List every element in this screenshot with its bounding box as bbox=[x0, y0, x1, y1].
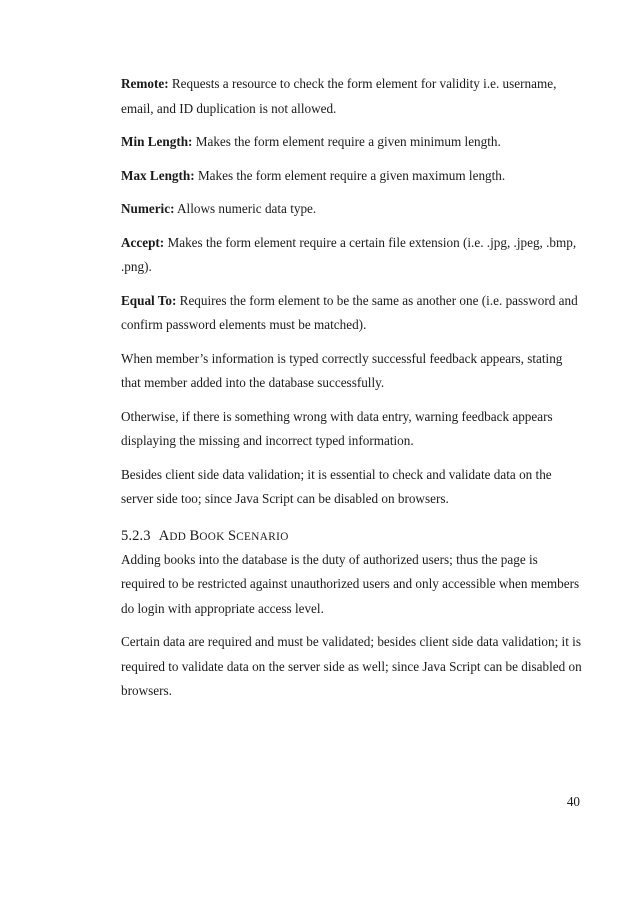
rule-description: Requires the form element to be the same as another one (i.e. password and confirm password elements must be matched). bbox=[121, 292, 578, 332]
rule-description: Makes the form element require a given minimum length. bbox=[192, 134, 501, 149]
rule-term: Remote: bbox=[121, 76, 169, 91]
rule-description: Requests a resource to check the form element for validity i.e. username, email, and ID duplication is not allowed. bbox=[121, 76, 557, 116]
section-title-part: A bbox=[158, 527, 170, 544]
section-title-part: DD bbox=[169, 530, 190, 543]
paragraph-add-book-validation: Certain data are required and must be validated; besides client side data validation; it is required to validate data on the server side as well; since Java Script can be disabled on browsers. bbox=[121, 634, 582, 698]
rule-term: Max Length: bbox=[121, 167, 195, 183]
paragraph-success-feedback: When member’s information is typed correctly successful feedback appears, stating that member added into the database successfully. bbox=[121, 350, 563, 390]
page-body bbox=[121, 72, 583, 713]
page-number: 40 bbox=[566, 794, 580, 809]
rule-accept bbox=[121, 231, 583, 280]
paragraph-server-validation: Besides client side data validation; it is essential to check and validate data on the server side too; since Java Script can be disabled on browsers. bbox=[121, 466, 552, 506]
section-title-part: B bbox=[189, 527, 200, 544]
section-title-part: OOK bbox=[199, 530, 228, 543]
rule-remote bbox=[121, 72, 583, 121]
rule-numeric bbox=[121, 197, 583, 222]
rule-equal-to bbox=[121, 289, 583, 338]
rule-term: Equal To: bbox=[121, 292, 177, 308]
section-title-part: CENARIO bbox=[236, 530, 289, 543]
rule-term: Min Length: bbox=[121, 134, 193, 149]
section-title-part: S bbox=[227, 527, 237, 544]
paragraph-add-book-duty: Adding books into the database is the duty of authorized users; thus the page is required to be restricted against unauthorized users and only accessible when members do login with appropriate access level. bbox=[121, 551, 580, 616]
paragraph-warning-feedback: Otherwise, if there is something wrong with data entry, warning feedback appears displaying the missing and incorrect typed information. bbox=[121, 408, 553, 448]
rule-term: Numeric: bbox=[121, 201, 175, 216]
rule-description: Makes the form element require a given maximum length. bbox=[194, 167, 506, 183]
rule-term: Accept: bbox=[121, 234, 165, 250]
rule-description: Makes the form element require a certain file extension (i.e. .jpg, .jpeg, .bmp, .png). bbox=[121, 234, 577, 274]
rule-max-length bbox=[121, 164, 583, 189]
rule-description: Allows numeric data type. bbox=[174, 201, 317, 216]
section-number: 5.2.3 bbox=[121, 527, 151, 544]
section-heading bbox=[121, 523, 583, 550]
rule-min-length bbox=[121, 130, 583, 155]
